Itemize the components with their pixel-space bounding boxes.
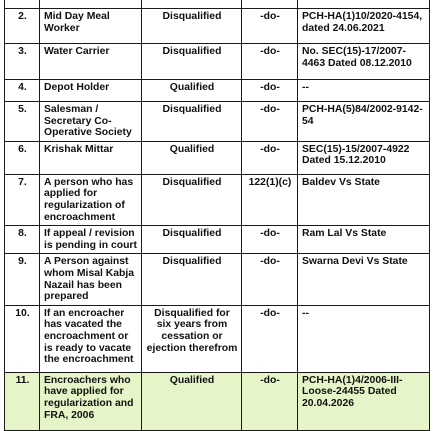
reference-cell: PCH-HA(1)10/2020-4154, dated 24.06.2021 <box>298 9 430 44</box>
category-cell: If appeal / revision is pending in court <box>40 226 142 254</box>
section-cell: -do- <box>242 254 298 305</box>
row-number: 7. <box>5 174 40 225</box>
row-number: 6. <box>5 141 40 174</box>
row-number: 2. <box>5 9 40 44</box>
reference-cell: -- <box>298 305 430 372</box>
row-number: 3. <box>5 44 40 80</box>
reference-cell <box>298 0 430 9</box>
table-row <box>5 80 430 102</box>
reference-cell: No. SEC(15)-17/2007-4463 Dated 08.12.2010 <box>298 44 430 80</box>
reference-cell: Swarna Devi Vs State <box>298 254 430 305</box>
section-cell: -do- <box>242 226 298 254</box>
row-number: 11. <box>5 372 40 430</box>
category-cell: Mid Day Meal Worker <box>40 9 142 44</box>
section-cell: -do- <box>242 372 298 430</box>
reference-cell: PCH-HA(1)4/2006-III-Loose-24455 Dated 20.04.2026 <box>298 372 430 430</box>
category-cell: Depot Holder <box>40 80 142 102</box>
section-cell: -do- <box>242 80 298 102</box>
category-cell: Salesman / Secretary Co-Operative Society <box>40 102 142 142</box>
status-cell: Disqualified <box>142 226 242 254</box>
reference-cell: Baldev Vs State <box>298 174 430 225</box>
section-cell: -do- <box>242 44 298 80</box>
row-number: 9. <box>5 254 40 305</box>
status-cell: Disqualified <box>142 44 242 80</box>
row-number: 8. <box>5 226 40 254</box>
status-cell: Qualified <box>142 141 242 174</box>
reference-cell: PCH-HA(5)84/2002-9142-54 <box>298 102 430 142</box>
row-number <box>5 0 40 9</box>
table-row <box>5 102 430 142</box>
status-cell: Qualified <box>142 80 242 102</box>
status-cell: Qualified <box>142 372 242 430</box>
section-cell: -do- <box>242 305 298 372</box>
table-row <box>5 0 430 9</box>
category-cell <box>40 0 142 9</box>
status-cell: Disqualified for six years from cessation or ejection therefrom <box>142 305 242 372</box>
reference-cell: Ram Lal Vs State <box>298 226 430 254</box>
row-number: 10. <box>5 305 40 372</box>
table-row <box>5 305 430 372</box>
status-cell <box>142 0 242 9</box>
category-cell: If an encroacher has vacated the encroachment or is ready to vacate the encroachment <box>40 305 142 372</box>
category-cell: Water Carrier <box>40 44 142 80</box>
category-cell: Krishak Mittar <box>40 141 142 174</box>
table-row <box>5 226 430 254</box>
table-row <box>5 9 430 44</box>
section-cell: -do- <box>242 102 298 142</box>
row-number: 5. <box>5 102 40 142</box>
category-cell: A person who has applied for regularization of encroachment <box>40 174 142 225</box>
table-row <box>5 44 430 80</box>
section-cell <box>242 0 298 9</box>
table-row <box>5 254 430 305</box>
status-cell: Disqualified <box>142 254 242 305</box>
category-cell: Encroachers who have applied for regularization and FRA, 2006 <box>40 372 142 430</box>
row-number: 4. <box>5 80 40 102</box>
status-cell: Disqualified <box>142 102 242 142</box>
section-cell: -do- <box>242 141 298 174</box>
reference-cell: SEC(15)-15/2007-4922 Dated 15.12.2010 <box>298 141 430 174</box>
section-cell: -do- <box>242 9 298 44</box>
status-cell: Disqualified <box>142 9 242 44</box>
reference-cell: -- <box>298 80 430 102</box>
table-row <box>5 141 430 174</box>
section-cell: 122(1)(c) <box>242 174 298 225</box>
table-row-highlighted <box>5 372 430 430</box>
category-cell: A Person against whom Misal Kabja Nazail has been prepared <box>40 254 142 305</box>
status-cell: Disqualified <box>142 174 242 225</box>
eligibility-table <box>4 0 430 431</box>
table-row <box>5 174 430 225</box>
